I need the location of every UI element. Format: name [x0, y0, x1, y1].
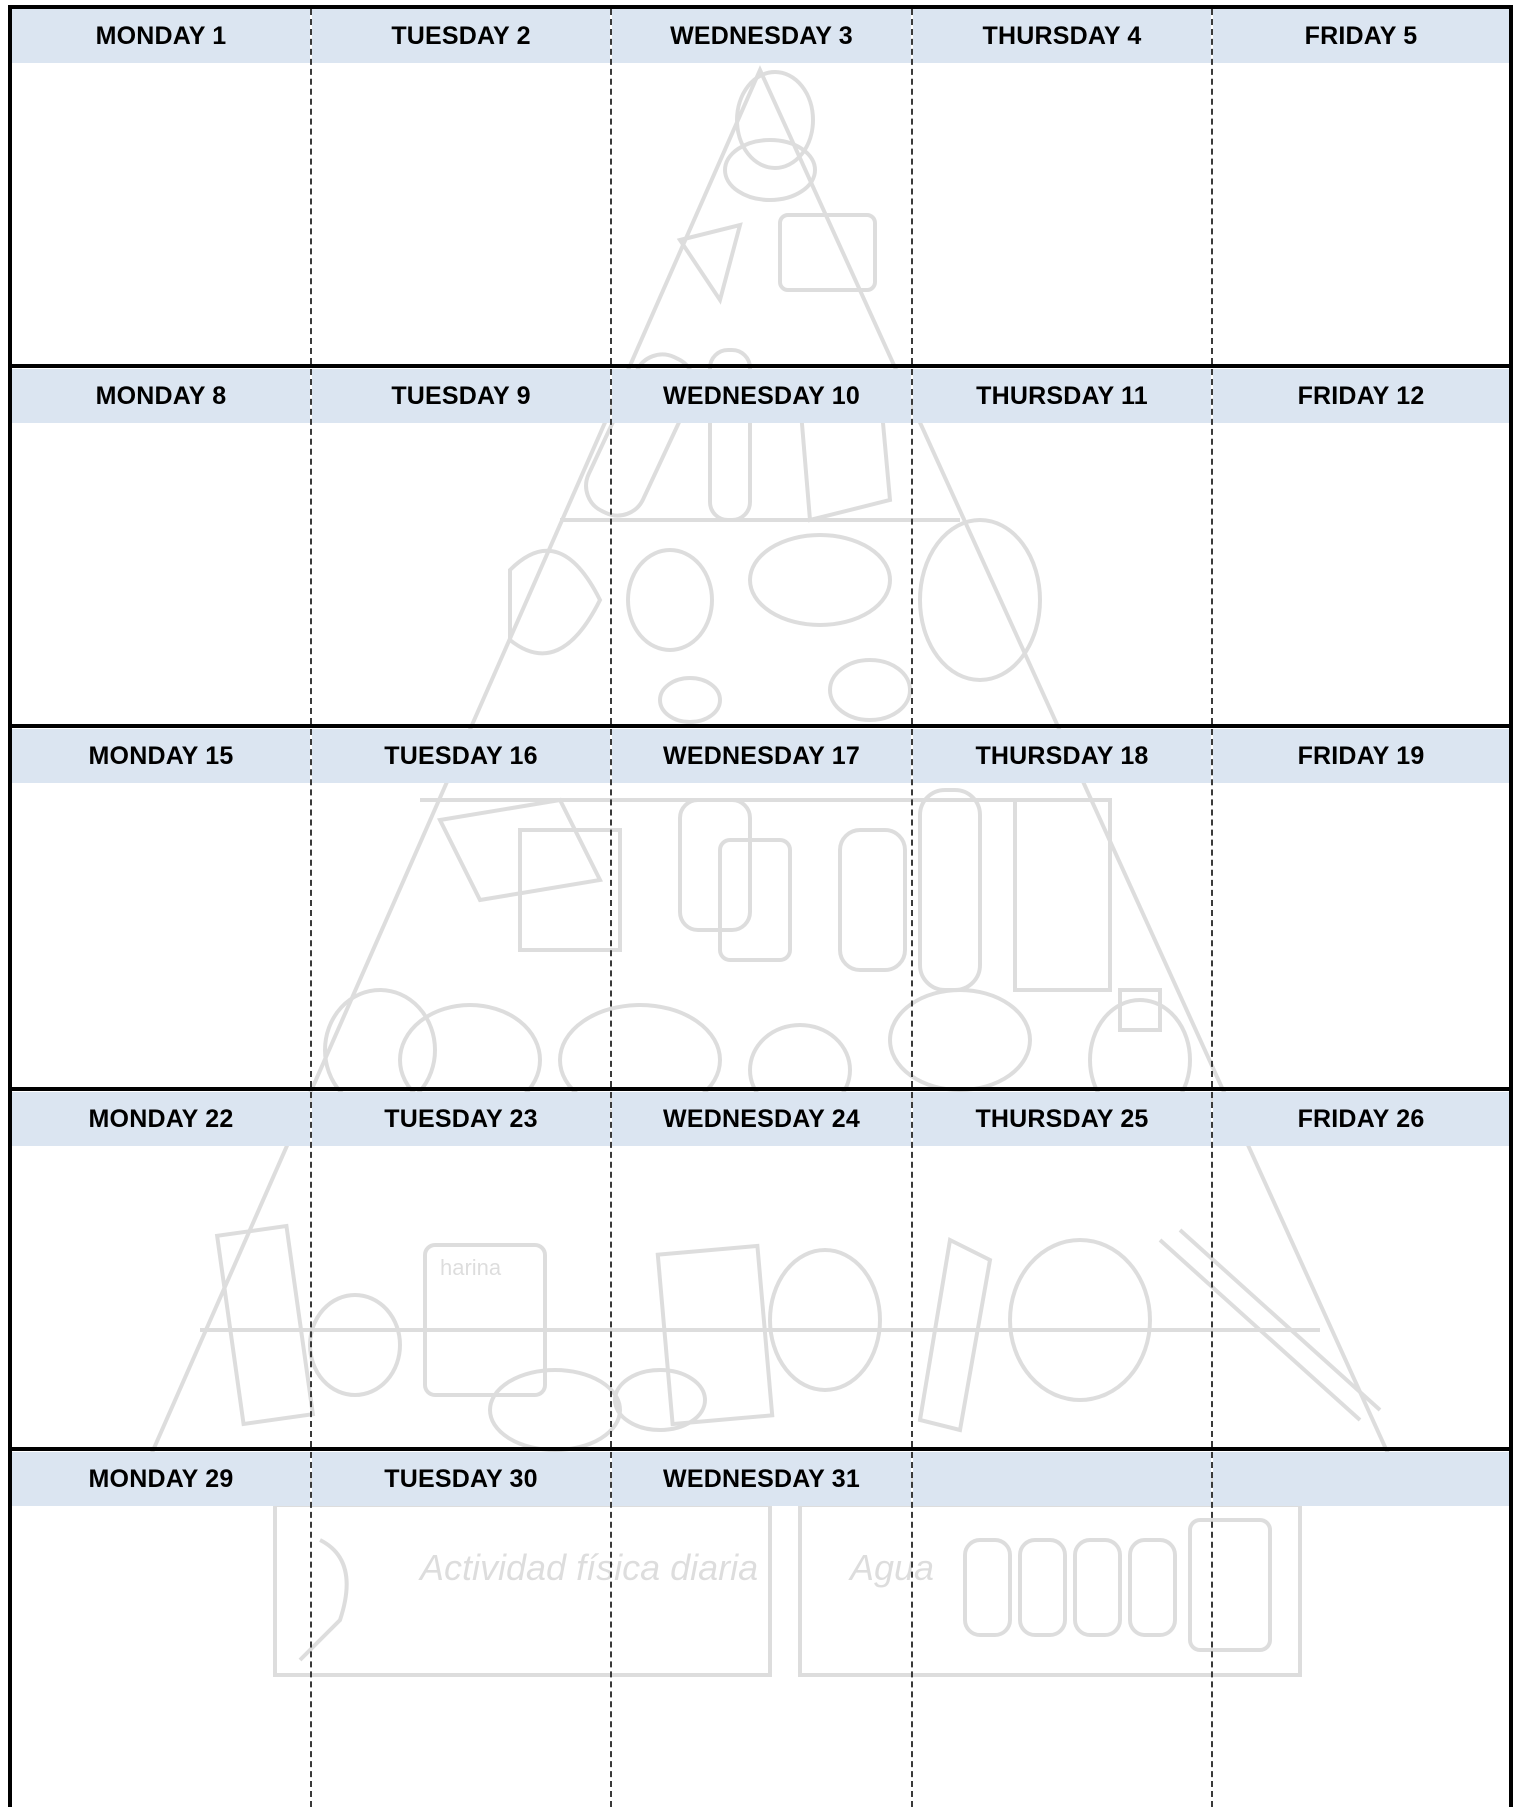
week-separator	[12, 364, 1509, 368]
day-divider	[310, 9, 312, 364]
day-header: TUESDAY 16	[312, 729, 610, 783]
day-divider	[610, 369, 612, 724]
day-notes-area[interactable]	[913, 1506, 1211, 1807]
calendar-day-cell[interactable]	[913, 1452, 1211, 1807]
day-divider	[310, 729, 312, 1087]
day-notes-area[interactable]	[913, 423, 1211, 724]
calendar-day-cell[interactable]	[612, 1092, 911, 1447]
calendar-week	[12, 9, 1509, 364]
day-divider	[911, 1092, 913, 1447]
day-header: FRIDAY 12	[1213, 369, 1509, 423]
calendar-day-cell[interactable]	[12, 369, 310, 724]
day-notes-area[interactable]	[913, 1146, 1211, 1447]
day-header: THURSDAY 4	[913, 9, 1211, 63]
day-header: THURSDAY 18	[913, 729, 1211, 783]
day-header	[913, 1452, 1211, 1506]
water-label: Agua	[850, 1547, 935, 1588]
day-notes-area[interactable]	[12, 423, 310, 724]
calendar-day-cell[interactable]	[1213, 1452, 1509, 1807]
flour-label: harina	[440, 1255, 502, 1280]
calendar-day-cell[interactable]	[1213, 1092, 1509, 1447]
day-notes-area[interactable]	[612, 423, 911, 724]
day-divider	[610, 1092, 612, 1447]
day-notes-area[interactable]	[612, 1146, 911, 1447]
day-notes-area[interactable]	[312, 1146, 610, 1447]
day-divider	[911, 1452, 913, 1807]
calendar-day-cell[interactable]	[12, 9, 310, 364]
calendar-week	[12, 1452, 1509, 1807]
day-header: MONDAY 15	[12, 729, 310, 783]
week-separator	[12, 1087, 1509, 1091]
day-divider	[310, 1452, 312, 1807]
calendar-week	[12, 369, 1509, 724]
day-notes-area[interactable]	[312, 783, 610, 1087]
day-divider	[911, 729, 913, 1087]
day-divider	[911, 369, 913, 724]
calendar-day-cell[interactable]	[12, 729, 310, 1087]
day-header: TUESDAY 9	[312, 369, 610, 423]
day-header: TUESDAY 30	[312, 1452, 610, 1506]
day-divider	[1211, 1452, 1213, 1807]
day-header: THURSDAY 25	[913, 1092, 1211, 1146]
day-header: FRIDAY 26	[1213, 1092, 1509, 1146]
day-notes-area[interactable]	[1213, 1506, 1509, 1807]
day-notes-area[interactable]	[12, 783, 310, 1087]
day-header: MONDAY 1	[12, 9, 310, 63]
calendar-day-cell[interactable]	[913, 369, 1211, 724]
day-notes-area[interactable]	[612, 783, 911, 1087]
monthly-calendar	[8, 5, 1513, 1807]
calendar-day-cell[interactable]	[913, 729, 1211, 1087]
calendar-day-cell[interactable]	[612, 729, 911, 1087]
day-notes-area[interactable]	[312, 423, 610, 724]
calendar-day-cell[interactable]	[913, 1092, 1211, 1447]
day-notes-area[interactable]	[612, 63, 911, 364]
day-notes-area[interactable]	[1213, 1146, 1509, 1447]
day-header: WEDNESDAY 10	[612, 369, 911, 423]
day-notes-area[interactable]	[312, 63, 610, 364]
day-notes-area[interactable]	[1213, 783, 1509, 1087]
day-notes-area[interactable]	[612, 1506, 911, 1807]
day-notes-area[interactable]	[913, 63, 1211, 364]
day-divider	[310, 369, 312, 724]
day-divider	[911, 9, 913, 364]
day-header: FRIDAY 19	[1213, 729, 1509, 783]
calendar-day-cell[interactable]	[312, 729, 610, 1087]
day-header: MONDAY 22	[12, 1092, 310, 1146]
day-divider	[1211, 369, 1213, 724]
day-header: TUESDAY 2	[312, 9, 610, 63]
calendar-day-cell[interactable]	[1213, 9, 1509, 364]
day-divider	[1211, 1092, 1213, 1447]
calendar-day-cell[interactable]	[1213, 729, 1509, 1087]
calendar-week	[12, 729, 1509, 1087]
day-header: WEDNESDAY 3	[612, 9, 911, 63]
calendar-day-cell[interactable]	[1213, 369, 1509, 724]
day-divider	[1211, 729, 1213, 1087]
calendar-day-cell[interactable]	[312, 369, 610, 724]
day-divider	[1211, 9, 1213, 364]
day-notes-area[interactable]	[1213, 423, 1509, 724]
calendar-day-cell[interactable]	[612, 1452, 911, 1807]
day-notes-area[interactable]	[913, 783, 1211, 1087]
day-header	[1213, 1452, 1509, 1506]
day-header: THURSDAY 11	[913, 369, 1211, 423]
day-notes-area[interactable]	[12, 1146, 310, 1447]
calendar-week	[12, 1092, 1509, 1447]
day-notes-area[interactable]	[1213, 63, 1509, 364]
activity-label: Actividad física diaria	[420, 1547, 759, 1588]
calendar-day-cell[interactable]	[12, 1452, 310, 1807]
day-header: WEDNESDAY 17	[612, 729, 911, 783]
day-divider	[610, 9, 612, 364]
calendar-day-cell[interactable]	[312, 9, 610, 364]
day-divider	[310, 1092, 312, 1447]
calendar-day-cell[interactable]	[312, 1452, 610, 1807]
day-header: WEDNESDAY 31	[612, 1452, 911, 1506]
day-header: FRIDAY 5	[1213, 9, 1509, 63]
day-header: WEDNESDAY 24	[612, 1092, 911, 1146]
week-separator	[12, 724, 1509, 728]
calendar-day-cell[interactable]	[312, 1092, 610, 1447]
calendar-day-cell[interactable]	[913, 9, 1211, 364]
calendar-day-cell[interactable]	[612, 9, 911, 364]
day-divider	[610, 1452, 612, 1807]
day-header: MONDAY 29	[12, 1452, 310, 1506]
day-header: MONDAY 8	[12, 369, 310, 423]
day-notes-area[interactable]	[12, 63, 310, 364]
day-notes-area[interactable]	[12, 1506, 310, 1807]
day-divider	[610, 729, 612, 1087]
day-notes-area[interactable]	[312, 1506, 610, 1807]
calendar-day-cell[interactable]	[12, 1092, 310, 1447]
day-header: TUESDAY 23	[312, 1092, 610, 1146]
week-separator	[12, 1447, 1509, 1451]
calendar-day-cell[interactable]	[612, 369, 911, 724]
